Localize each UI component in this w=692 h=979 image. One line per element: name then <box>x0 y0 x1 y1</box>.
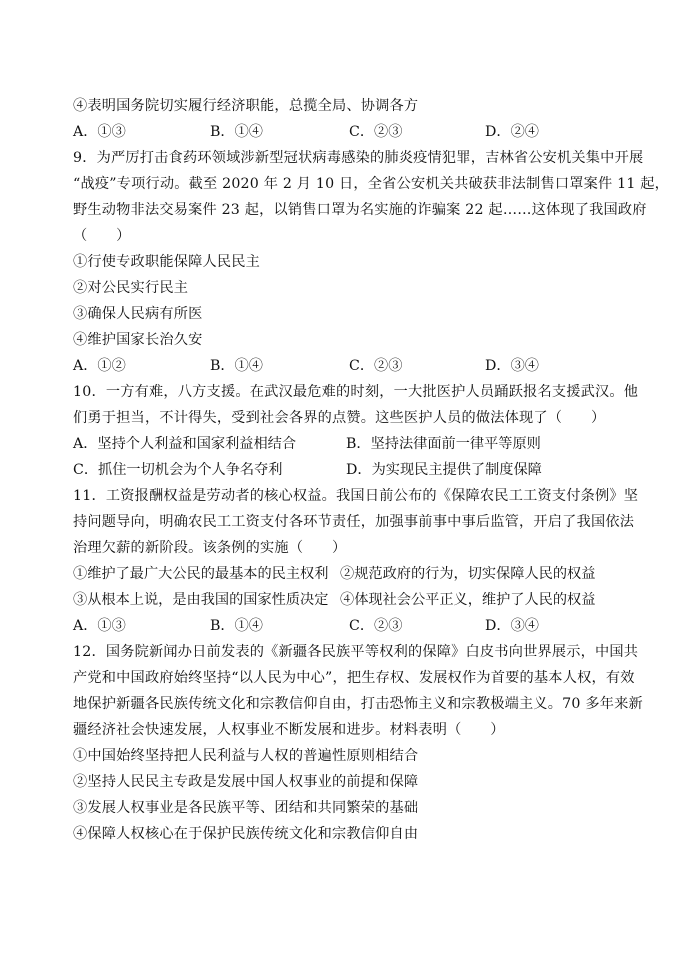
q9-option-a: A．①② <box>73 358 126 374</box>
q11-statement-3: ③从根本上说，是由我国的国家性质决定 <box>73 592 329 608</box>
q12-statement-3: ③发展人权事业是各民族平等、团结和共同繁荣的基础 <box>73 800 419 816</box>
q8-option-a: A．①③ <box>73 124 126 140</box>
q10-option-c: C．抓住一切机会为个人争名夺利 <box>73 462 283 478</box>
q9-option-c: C．②③ <box>349 358 403 374</box>
q12-stem-line-1: 12．国务院新闻办日前发表的《新疆各民族平等权利的保障》白皮书向世界展示，中国共 <box>73 644 639 660</box>
q12-stem-line-4: 疆经济社会快速发展，人权事业不断发展和进步。材料表明（ ） <box>73 722 505 738</box>
q9-statement-2: ②对公民实行民主 <box>73 280 189 296</box>
q9-statement-4: ④维护国家长治久安 <box>73 332 203 348</box>
q9-option-b: B．①④ <box>210 358 263 374</box>
q11-statement-1: ①维护了最广大公民的最基本的民主权利 <box>73 566 329 582</box>
q12-statement-1: ①中国始终坚持把人民利益与人权的普遍性原则相结合 <box>73 748 419 764</box>
q8-option-c: C．②③ <box>349 124 403 140</box>
q10-option-a: A．坚持个人利益和国家利益相结合 <box>73 436 297 452</box>
q8-option-b: B．①④ <box>210 124 263 140</box>
q11-stem-line-2: 持问题导向，明确农民工工资支付各环节责任，加强事前事中事后监管，开启了我国依法 <box>73 514 635 530</box>
q11-option-d: D．③④ <box>485 618 539 634</box>
q10-option-d: D．为实现民主提供了制度保障 <box>346 462 542 478</box>
q9-stem-line-1: 9．为严厉打击食药环领域涉新型冠状病毒感染的肺炎疫情犯罪，吉林省公安机关集中开展 <box>73 150 644 166</box>
q11-stem-line-1: 11．工资报酬权益是劳动者的核心权益。我国日前公布的《保障农民工工资支付条例》坚 <box>73 488 639 504</box>
q11-statement-4: ④体现社会公平正义，维护了人民的权益 <box>340 592 596 608</box>
q9-stem-line-2: “战疫”专项行动。截至 2020 年 2 月 10 日，全省公安机关共破获非法制售口罩案件 11 起， <box>73 176 670 192</box>
q11-option-b: B．①④ <box>210 618 263 634</box>
q12-stem-line-3: 地保护新疆各民族传统文化和宗教信仰自由，打击恐怖主义和宗教极端主义。70 多年来新 <box>73 696 643 712</box>
q11-statement-2: ②规范政府的行为，切实保障人民的权益 <box>340 566 596 582</box>
q12-stem-line-2: 产党和中国政府始终坚持“以人民为中心”，把生存权、发展权作为首要的基本人权，有效 <box>73 670 635 686</box>
q9-option-d: D．③④ <box>485 358 539 374</box>
q9-statement-1: ①行使专政职能保障人民民主 <box>73 254 261 270</box>
q10-stem-line-1: 10．一方有难，八方支援。在武汉最危难的时刻，一大批医护人员踊跃报名支援武汉。他 <box>73 384 639 400</box>
q11-option-a: A．①③ <box>73 618 126 634</box>
q12-statement-4: ④保障人权核心在于保护民族传统文化和宗教信仰自由 <box>73 826 419 842</box>
q9-statement-3: ③确保人民病有所医 <box>73 306 203 322</box>
q9-stem-line-4: （ ） <box>73 228 131 244</box>
q12-statement-2: ②坚持人民民主专政是发展中国人权事业的前提和保障 <box>73 774 419 790</box>
q8-statement-4: ④表明国务院切实履行经济职能，总揽全局、协调各方 <box>73 98 419 114</box>
q10-option-b: B．坚持法律面前一律平等原则 <box>346 436 541 452</box>
q8-option-d: D．②④ <box>485 124 539 140</box>
q11-option-c: C．②③ <box>349 618 403 634</box>
q10-stem-line-2: 们勇于担当，不计得失，受到社会各界的点赞。这些医护人员的做法体现了（ ） <box>73 410 606 426</box>
q11-stem-line-3: 治理欠薪的新阶段。该条例的实施（ ） <box>73 540 347 556</box>
q9-stem-line-3: 野生动物非法交易案件 23 起，以销售口罩为名实施的诈骗案 22 起……这体现了我国政府 <box>73 202 647 218</box>
